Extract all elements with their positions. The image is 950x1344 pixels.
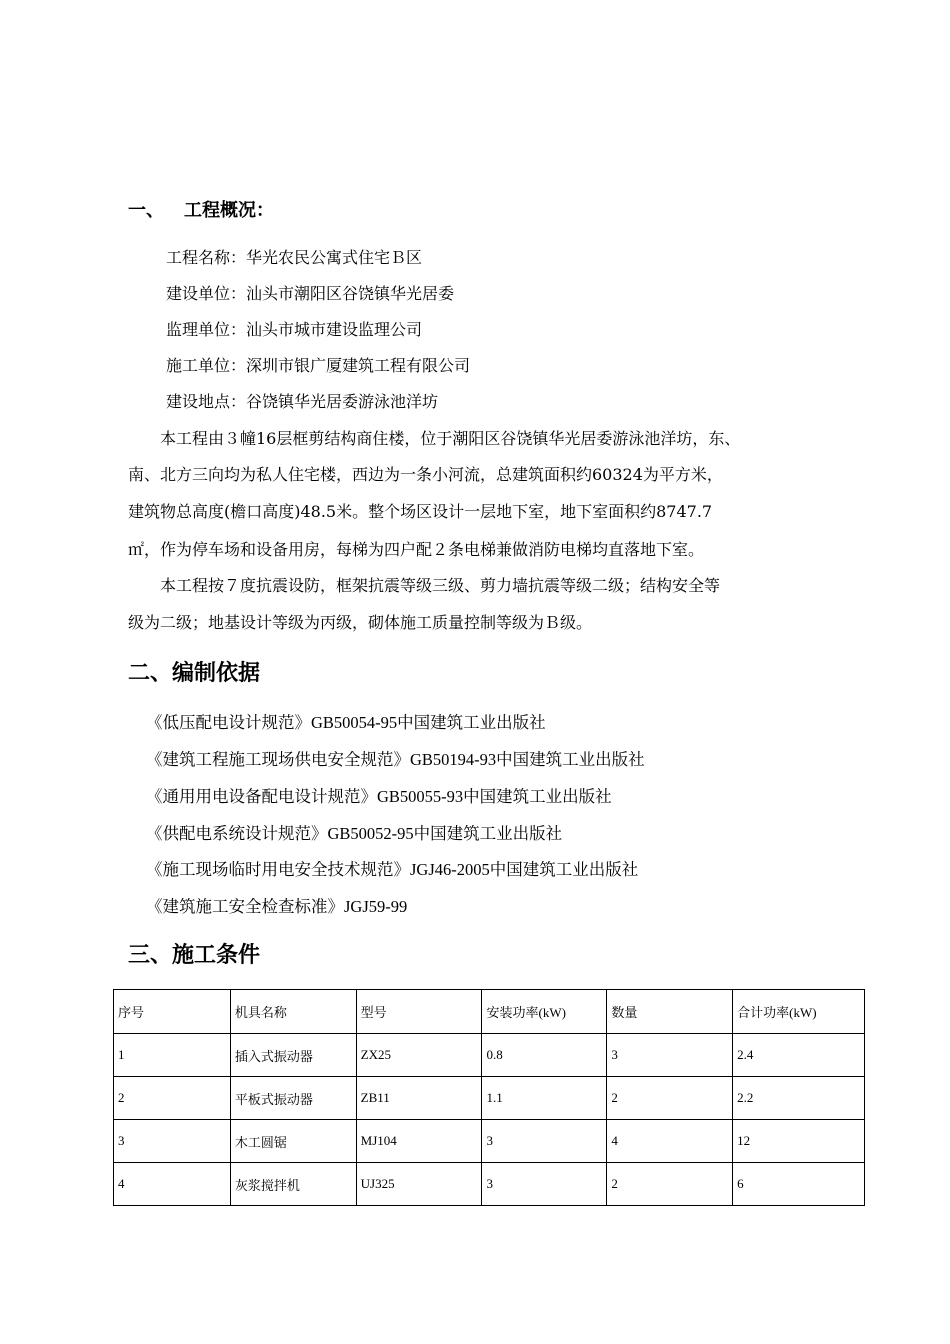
cell-index: 3: [114, 1120, 231, 1163]
cell-model: ZB11: [356, 1077, 482, 1120]
cell-model: MJ104: [356, 1120, 482, 1163]
construction-site: 建设地点：谷饶镇华光居委游泳池洋坊: [166, 392, 439, 411]
header-quantity: 数量: [607, 990, 733, 1034]
cell-installed-power: 1.1: [482, 1077, 607, 1120]
cell-total-power: 12: [733, 1120, 865, 1163]
cell-quantity: 2: [607, 1077, 733, 1120]
reference-item: 《供配电系统设计规范》GB50052-95中国建筑工业出版社: [146, 824, 563, 843]
header-model: 型号: [356, 990, 482, 1034]
section3-heading: 三、施工条件: [128, 943, 261, 968]
reference-item: 《建筑施工安全检查标准》JGJ59-99: [146, 897, 408, 916]
reference-item: 《建筑工程施工现场供电安全规范》GB50194-93中国建筑工业出版社: [146, 750, 645, 769]
seismic-paragraph-line: 本工程按７度抗震设防，框架抗震等级三级、剪力墙抗震等级二级；结构安全等: [128, 576, 721, 595]
table-row: [114, 1034, 865, 1077]
section1-number: 一、: [128, 200, 164, 221]
header-index: 序号: [114, 990, 231, 1034]
cell-machine-name: 灰浆搅拌机: [230, 1163, 356, 1206]
table-row: [114, 1077, 865, 1120]
cell-index: 4: [114, 1163, 231, 1206]
cell-model: ZX25: [356, 1034, 482, 1077]
reference-item: 《通用用电设备配电设计规范》GB50055-93中国建筑工业出版社: [146, 787, 612, 806]
table-row: [114, 1120, 865, 1163]
header-total-power: 合计功率(kW): [733, 990, 865, 1034]
reference-item: 《低压配电设计规范》GB50054-95中国建筑工业出版社: [146, 713, 546, 732]
cell-quantity: 2: [607, 1163, 733, 1206]
header-installed-power: 安装功率(kW): [482, 990, 607, 1034]
seismic-paragraph-line: 级为二级；地基设计等级为丙级，砌体施工质量控制等级为Ｂ级。: [128, 613, 593, 632]
table-row: [114, 1163, 865, 1206]
cell-installed-power: 3: [482, 1163, 607, 1206]
cell-total-power: 2.4: [733, 1034, 865, 1077]
construction-unit: 建设单位：汕头市潮阳区谷饶镇华光居委: [166, 284, 455, 303]
cell-quantity: 4: [607, 1120, 733, 1163]
cell-total-power: 6: [733, 1163, 865, 1206]
overview-paragraph-line: 本工程由３幢16层框剪结构商住楼，位于潮阳区谷饶镇华光居委游泳池洋坊，东、: [128, 429, 741, 448]
section1-heading: [128, 196, 274, 222]
section1-title: 工程概况：: [184, 200, 274, 221]
cell-total-power: 2.2: [733, 1077, 865, 1120]
overview-paragraph-line: ㎡，作为停车场和设备用房，每梯为四户配２条电梯兼做消防电梯均直落地下室。: [128, 540, 705, 559]
equipment-table: [113, 989, 865, 1206]
cell-installed-power: 3: [482, 1120, 607, 1163]
overview-paragraph-line: 南、北方三向均为私人住宅楼，西边为一条小河流，总建筑面积约60324为平方米，: [128, 465, 723, 484]
cell-machine-name: 平板式振动器: [230, 1077, 356, 1120]
reference-item: 《施工现场临时用电安全技术规范》JGJ46-2005中国建筑工业出版社: [146, 860, 639, 879]
cell-machine-name: 插入式振动器: [230, 1034, 356, 1077]
section2-heading: 二、编制依据: [128, 661, 261, 686]
supervision-unit: 监理单位：汕头市城市建设监理公司: [166, 320, 423, 339]
cell-machine-name: 木工圆锯: [230, 1120, 356, 1163]
cell-index: 1: [114, 1034, 231, 1077]
cell-model: UJ325: [356, 1163, 482, 1206]
overview-paragraph-line: 建筑物总高度(檐口高度)48.5米。整个场区设计一层地下室，地下室面积约8747.7: [128, 502, 713, 521]
cell-quantity: 3: [607, 1034, 733, 1077]
header-machine-name: 机具名称: [230, 990, 356, 1034]
cell-installed-power: 0.8: [482, 1034, 607, 1077]
project-name: 工程名称：华光农民公寓式住宅Ｂ区: [166, 248, 423, 267]
cell-index: 2: [114, 1077, 231, 1120]
contractor-unit: 施工单位：深圳市银广厦建筑工程有限公司: [166, 356, 471, 375]
table-header-row: [114, 990, 865, 1034]
